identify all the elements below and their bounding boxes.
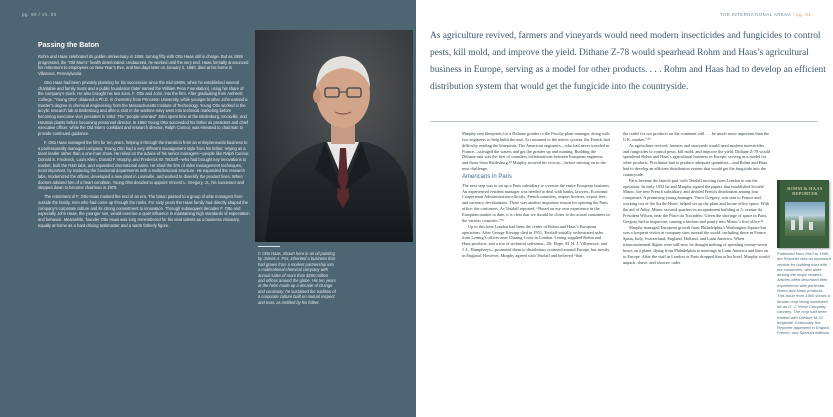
paragraph: The next step was to set up a Paris subsidiary to oversee the entire European business. An experienced resident manager was needed to deal with banks, lawyers, Economic Cooperation Administration officials, French ministers, import licenses, export fees, and currency devaluations. There was another important reason for opening the Paris office: the customers. As Tetzlaff reported, “Based on my own experience in the European market to date, it is clear that we should be closer to the actual customers in the various countries.”¹⁹ (462, 182, 610, 223)
left-page (0, 0, 416, 417)
book-spine (777, 180, 780, 248)
caption-rule (258, 246, 280, 247)
portrait-photo (255, 30, 413, 242)
cover-detail (799, 216, 803, 230)
right-page (416, 0, 833, 417)
portrait-image (255, 30, 413, 242)
magazine-title-line2: REPORTER (792, 191, 818, 197)
pull-quote: As agriculture revived, farmers and vineyards would need modern insecticides and fungicides to control pests, kill mold, and improve the yield. Dithane Z-78 would spearhead Rohm and Haas’s agricultural business in Europe, serving as a model for other products. . . . Rohm and Haas had to develop an efficient distribution system that would get the fungicide into the countryside. (430, 31, 826, 92)
paragraph: F. Otto Haas managed the firm for ten years, helping it through the transition from an entrepreneurial business to a professionally managed company. Young Otto had a very different management style from his father, relying as a team leader rather than a one-man show. He relied on the advice of his senior managers—people like Ralph Connor, Donald S. Frederick, Louis Klein, Donald F. Murphy, and Frederick W. Tetzlaff—who had brought key innovations to market, built the R&D labs, and expanded international sales. He shed the firm of older management techniques, most important, by replacing the functional departments with a multidivisional structure. He expanded the research labs, modernized the offices, developed a new plant in Louisville, and worked to diversify the product lines. When doctors advised him of a heart condition, Young Otto decided to appoint Vincent L. Gregory, Jr., his successor and stepped down to become chairman in 1970. (38, 139, 250, 191)
paragraph: Murphy managed European growth from Philadelphia’s Washington Square but was a frequent visitor at company sites around the world, including those in France, Spain, Italy, Switzerland, England, Holland, and Latin America. When transcontinental flights were still new, he thought nothing of spending twenty-seven hours on a plane, flying from Philadelphia to meetings in Latin America and then on to Europe. After the staff in London or Paris dropped him at his hotel, Murphy would unpack, shave, and shower; order (623, 224, 770, 265)
paragraph: As agriculture revived, farmers and vineyards would need modern insecticides and fungicides to control pests, kill mold, and improve the yield. Dithane Z-78 would spearhead Rohm and Haas’s agricultural business in Europe, serving as a model for other products. Prochimie had to produce adequate quantities—and Rohm and Haas had to develop an efficient distribution system that would get the fungicide into the countryside. (623, 142, 771, 177)
paragraph: Up to this time London had been the center of Rohm and Haas’s European operations. After George Kirsopp died in 1951, Tetzlaff initially orchestrated sales from Lennig’s offices near Charing Cross in London. Lennig supplied Rohm and Haas products, and a trio of technical salesmen—Dr. Hope, M. H. J. Villeneuve, and J. L. Humphreys—promoted them to distributors scattered around Europe, but mostly in England. However, Murphy agreed with Tetzlaff and believed “that (462, 223, 610, 258)
magazine-cover-photo (785, 202, 825, 236)
header-page-number: / pg. 91 (792, 12, 811, 17)
header-section-title: THE INTERNATIONAL ARENA (719, 12, 792, 17)
right-page-header (720, 12, 811, 17)
paragraph: Otto Haas had been privately planning for his succession since the mid-1940s, when he established several charitable and family trusts and a public foundation (later named the William Penn Foundation), using his share of the company’s stock. He also brought his two sons, F. Otto and John, into the firm. After graduating from Amherst College, “Young Otto” obtained a Ph.D. in chemistry from Princeton University, while younger brother John earned a master’s degree in chemical engineering from the Massachusetts Institute of Technology. Young Otto worked in the acrylic research lab at Bridesburg and after a stint in the wartime navy went into technical marketing before becoming executive vice president in 1953. The “people-oriented” John spent time at the Bridesburg, Knoxville, and Houston plants before becoming personnel director. In 1960 Young Otto succeeded his father as president and chief executive officer, while the Old Man’s confidant and research director, Ralph Connor, was elevated to chairman to provide continued guidance. (38, 79, 249, 137)
divider (430, 121, 818, 122)
left-text-column (38, 42, 250, 231)
body-column-2 (623, 131, 771, 265)
subheading: Americans in Paris (462, 173, 513, 180)
paragraph: The retirement of F. Otto Haas marked the end of an era. The baton passed to a group of able managers from outside the family, men who had come up through the ranks. For sixty years the Haas family had directly shaped the company’s corporate culture and its strong commitment to innovation. Through subsequent decades F. Otto and especially John Haas, the younger son, would exercise a quiet influence in maintaining high standards of expectation and behavior. Meanwhile, founder Otto Haas was long remembered for his vivid talents as a business visionary, equally at home as a hard-driving taskmaster and a warm fatherly figure. (38, 194, 250, 228)
magazine-caption: Published from 1943 to 1995, the Reporter was an important vehicle for building trust with the customers, who were among the major readers. Articles often described their experiences with particular Rohm and Haas products. This issue from 1965 shows a tomato crop being harvested for an H. J. Heinz Company cannery. The crop had been treated with Dithane M-22 fungicide. Eventually the Reporter appeared in English, French, and Spanish editions. (777, 251, 831, 336)
cover-detail (791, 220, 795, 230)
section-heading: Passing the Baton (38, 42, 100, 49)
paragraph: Paris became the launch pad, with Tetzlaff moving from London to run the operation. In early 1952 he and Murphy signed the papers that established Société Minoc, the new French subsidiary, and divided French distribution among four companies. A promising young manager, Vince Gregory, was sent to France and, working out of the Scribe Hotel, helped set up the plant and locate office space. With the aid of Attby, Minoc secured quarters in an apartment building at 5, avenue du Président Wilson, near the Place du Trocadéro. Given the shortage of space in Paris, Gregory had to improvise, turning a kitchen and pantry into Minoc’s first office.²¹ (623, 177, 770, 224)
paragraph: Rohm and Haas celebrated its golden anniversary in 1959, turning fifty with Otto Haas still in charge. But as 1959 progressed, the “Old Man’s” health deteriorated. Undaunted, he worked until the very end. Haas formally announced his retirement to employees on New Year’s Eve, and two days later on January 2, 1960, died at his home in Villanova, Pennsylvania. (38, 54, 249, 77)
magazine-title-line1: ROHM & HAAS (787, 186, 823, 191)
reporter-magazine-cover (777, 180, 829, 248)
paragraph: the outlet for our products on the continent will . . . be much more important than the U.K. market.”²⁰ (623, 131, 770, 142)
body-column-1 (462, 131, 610, 259)
magazine-title (783, 186, 827, 196)
portrait-caption: F. Otto Haas, shown here in an oil painting by James A. Fox, inherited a business that had grown from a modest partnership into a multinational chemical company with annual sales of more than $200 million and offices around the globe. His ten years at the helm made up a decade of change and continuity; he sustained the tradition of a corporate culture built on mutual respect and trust, as instilled by his father. (258, 251, 336, 305)
paragraph: Murphy sent blueprints for a Dithane grinder to the Feuchy plant manager, along with two engineers to help build the unit. Accustomed to the metric system, the French had difficulty reading the blueprints. The American engineers—who had never traveled in France—salvaged the waters and got the grinder up and running. Building the Dithane unit was the first of countless collaborations between European engineers and those from Bridesburg.¹⁸ Murphy secured his victory—before moving on to the next challenge. (462, 131, 610, 172)
left-page-header: pg. 90 / ch. 04 (22, 12, 57, 17)
cover-detail (809, 222, 813, 230)
